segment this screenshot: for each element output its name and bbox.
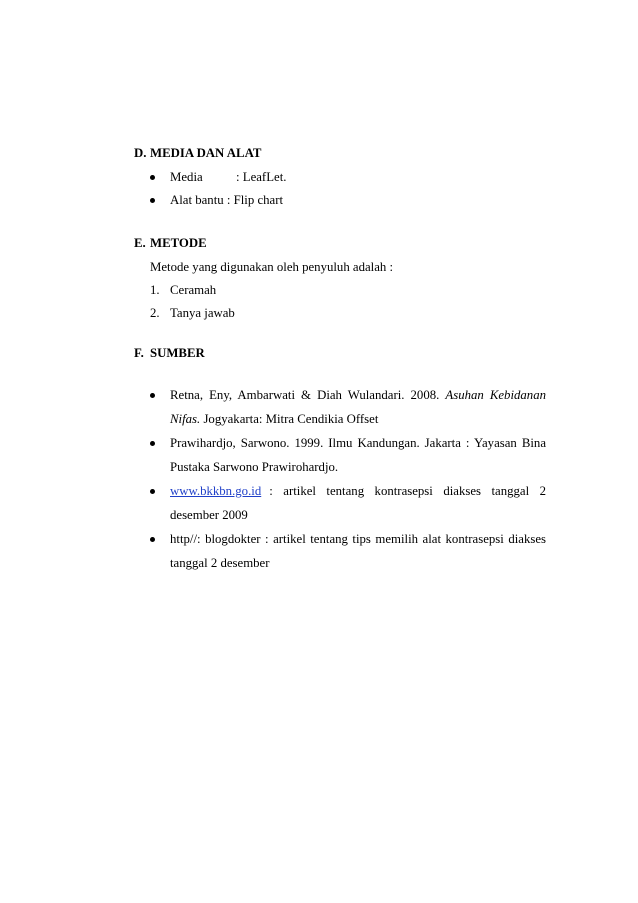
section-d-letter: D.	[134, 146, 147, 160]
ref-1-line-1: Retna, Eny, Ambarwati & Diah Wulandari. 2008. Asuhan Kebidanan	[170, 388, 546, 402]
bullet-icon	[150, 198, 155, 203]
ref-4-line-2: tanggal 2 desember	[170, 556, 270, 570]
list-number: 2.	[150, 306, 160, 320]
section-f-title: SUMBER	[150, 346, 205, 360]
bkkbn-link[interactable]: www.bkkbn.go.id	[170, 484, 262, 498]
bullet-icon	[150, 489, 155, 494]
bullet-icon	[150, 441, 155, 446]
ref-2-line-2: Pustaka Sarwono Prawirohardjo.	[170, 460, 339, 474]
media-value: : LeafLet.	[236, 170, 287, 184]
list-item: Tanya jawab	[170, 306, 235, 320]
bullet-icon	[150, 393, 155, 398]
alat-bantu-text: Alat bantu : Flip chart	[170, 193, 284, 207]
ref-1-line-2: Nifas. Jogyakarta: Mitra Cendikia Offset	[170, 412, 379, 426]
section-e-letter: E.	[134, 236, 146, 250]
list-number: 1.	[150, 283, 160, 297]
section-e-title: METODE	[150, 236, 207, 250]
metode-intro: Metode yang digunakan oleh penyuluh adalah :	[150, 260, 394, 274]
ref-3-line-1	[170, 483, 546, 499]
section-f-letter: F.	[134, 346, 144, 360]
media-label: Media	[170, 170, 203, 184]
bullet-icon	[150, 537, 155, 542]
ref-2-line-1: Prawihardjo, Sarwono. 1999. Ilmu Kandungan. Jakarta : Yayasan Bina	[170, 436, 546, 450]
ref-4-line-1: http//: blogdokter : artikel tentang tips memilih alat kontrasepsi diakses	[170, 532, 546, 546]
ref-3-line-2: desember 2009	[170, 508, 248, 522]
bullet-icon	[150, 175, 155, 180]
ref-3-rest: : artikel tentang kontrasepsi diakses tanggal 2	[269, 484, 546, 498]
list-item: Ceramah	[170, 283, 217, 297]
section-d-title: MEDIA DAN ALAT	[150, 146, 262, 160]
